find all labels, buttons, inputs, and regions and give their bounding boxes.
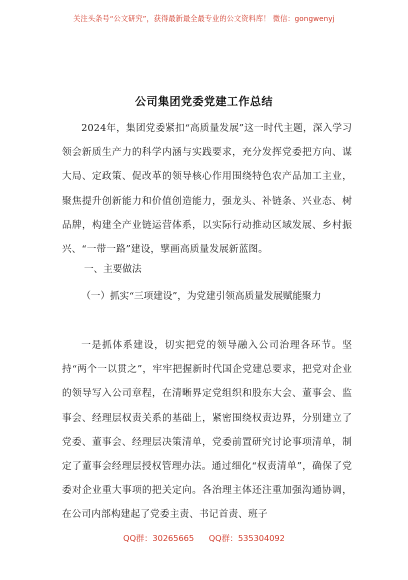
footer-qq-group-1: QQ群：30265665 — [123, 533, 195, 543]
intro-paragraph-block — [62, 117, 352, 262]
footer-contacts — [0, 533, 408, 544]
footer-qq-group-2: QQ群：535304092 — [208, 533, 285, 543]
subsection-heading: （一）抓实“三项建设”，为党建引领高质量发展赋能聚力 — [81, 291, 322, 302]
intro-paragraph: 2024年，集团党委紧扣“高质量发展”这一时代主题，深入学习领会新质生产力的科学内涵与实践要求，充分发挥党委把方向、谋大局、定政策、促改革的领导核心作用围绕特色农产品加工主业，聚焦提升创新能力和价值创造能力，强龙头、补链条、兴业态、树品牌，构建全产业链运营体系，以实际行动推动区域发展、乡村振兴、“一带一路”建设，擘画高质量发展新蓝图。 — [62, 123, 352, 256]
section-heading: 一、主要做法 — [84, 264, 142, 275]
body-paragraph: 一是抓体系建设，切实把党的领导融入公司治理各环节。坚持“两个一以贯之”，牢牢把握新时代国企党建总要求，把党对企业的领导写入公司章程，在清晰界定党组织和股东大会、董事会、监事会、经理层权责关系的基础上，紧密围绕权责边界，分别建立了党委、董事会、经理层决策清单，党委前置研究讨论事项清单，制定了董事会经理层授权管理办法。通过细化“权责清单”，确保了党委对企业重大事项的把关定向。各治理主体还注重加强沟通协调，在公司内部构建起了党委主责、书记首责、班子 — [62, 340, 352, 521]
body-paragraph-block — [62, 334, 352, 528]
header-banner: 关注头条号“公文研究”，获得最新最全最专业的公文资料库！ 微信：gongwenyj — [73, 14, 335, 23]
document-title: 公司集团党委党建工作总结 — [135, 95, 273, 108]
